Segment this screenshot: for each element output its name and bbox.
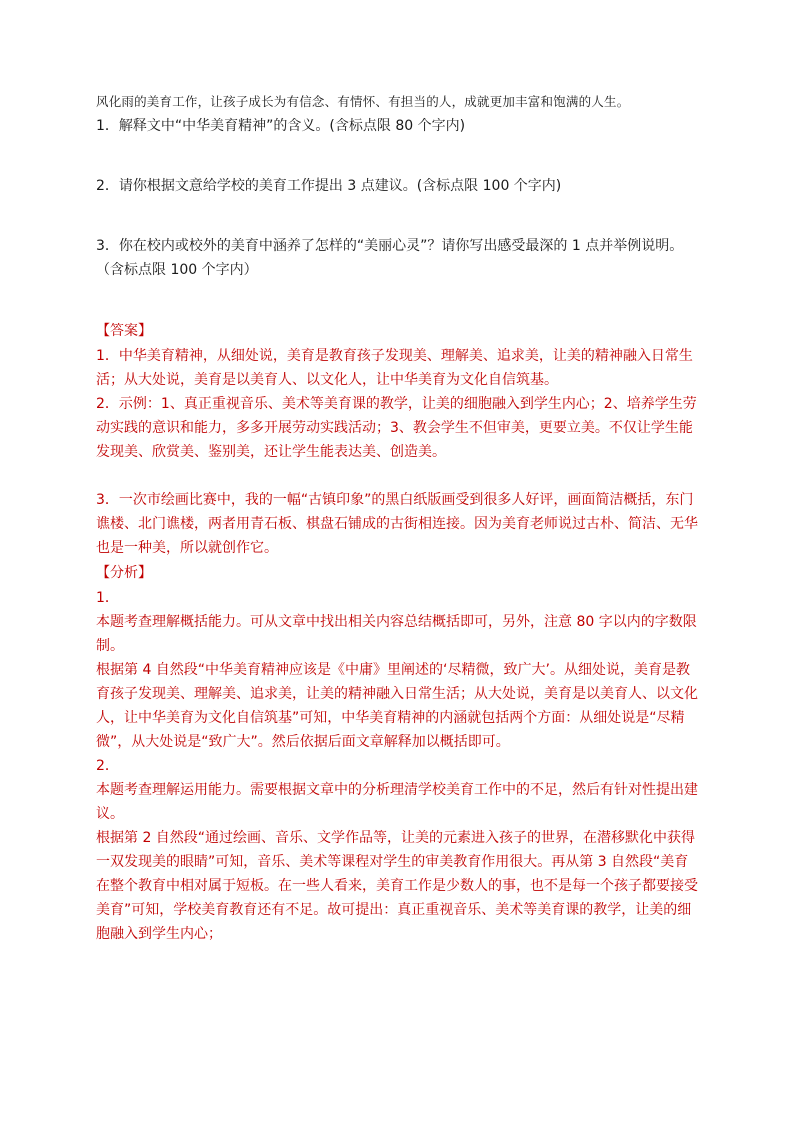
answer-1: 1．中华美育精神，从细处说，美育是教育孩子发现美、理解美、追求美，让美的精神融入日常生活；从大处说，美育是以美育人、以文化人，让中华美育为文化自信筑基。 bbox=[96, 348, 693, 388]
question-1: 1．解释文中“中华美育精神”的含义。(含标点限 80 个字内) bbox=[96, 118, 466, 134]
answer-3: 3．一次市绘画比赛中，我的一幅“古镇印象”的黑白纸版画受到很多人好评，画面简洁概括，东门谯楼、北门谯楼，两者用青石板、棋盘石铺成的古街相连接。因为美育老师说过古朴、简洁、无华也是一种美，所以就创作它。 bbox=[96, 492, 698, 556]
intro-line: 风化雨的美育工作，让孩子成长为有信念、有情怀、有担当的人，成就更加丰富和饱满的人生。 bbox=[96, 94, 630, 109]
analysis-1-number: 1． bbox=[96, 590, 119, 606]
analysis-2-summary: 本题考查理解运用能力。需要根据文章中的分析理清学校美育工作中的不足，然后有针对性提出建议。 bbox=[96, 782, 698, 822]
analysis-header: 【分析】 bbox=[96, 565, 152, 581]
analysis-2-number: 2． bbox=[96, 758, 119, 774]
analysis-1-summary: 本题考查理解概括能力。可从文章中找出相关内容总结概括即可，另外，注意 80 字以内的字数限制。 bbox=[96, 614, 697, 654]
answer-header: 【答案】 bbox=[96, 323, 152, 339]
question-2: 2．请你根据文意给学校的美育工作提出 3 点建议。(含标点限 100 个字内) bbox=[96, 178, 562, 194]
question-3: 3．你在校内或校外的美育中涵养了怎样的“美丽心灵”？请你写出感受最深的 1 点并举例说明。 bbox=[96, 238, 684, 254]
answer-2: 2．示例：1、真正重视音乐、美术等美育课的教学，让美的细胞融入到学生内心；2、培养学生劳动实践的意识和能力，多多开展劳动实践活动；3、教会学生不但审美，更要立美。不仅让学生能发现美、欣赏美、鉴别美，还让学生能表达美、创造美。 bbox=[96, 396, 697, 460]
question-3-limit: （含标点限 100 个字内） bbox=[96, 262, 258, 278]
analysis-1-detail: 根据第 4 自然段“中华美育精神应该是《中庸》里阐述的‘尽精微，致广大’。从细处说，美育是教育孩子发现美、理解美、追求美，让美的精神融入日常生活；从大处说，美育是以美育人、以文化人，让中华美育为文化自信筑基”可知，中华美育精神的内涵就包括两个方面：从细处说是“尽精微”，从大处说是“致广大”。然后依据后面文章解释加以概括即可。 bbox=[96, 662, 698, 750]
page-content bbox=[96, 90, 700, 946]
analysis-2-detail: 根据第 2 自然段“通过绘画、音乐、文学作品等，让美的元素进入孩子的世界，在潜移默化中获得一双发现美的眼睛”可知，音乐、美术等课程对学生的审美教育作用很大。再从第 3 自然段“美育在整个教育中相对属于短板。在一些人看来，美育工作是少数人的事，也不是每一个孩子都要接受美育”可知，学校美育教育还有不足。故可提出：真正重视音乐、美术等美育课的教学，让美的细胞融入到学生内心； bbox=[96, 830, 698, 942]
